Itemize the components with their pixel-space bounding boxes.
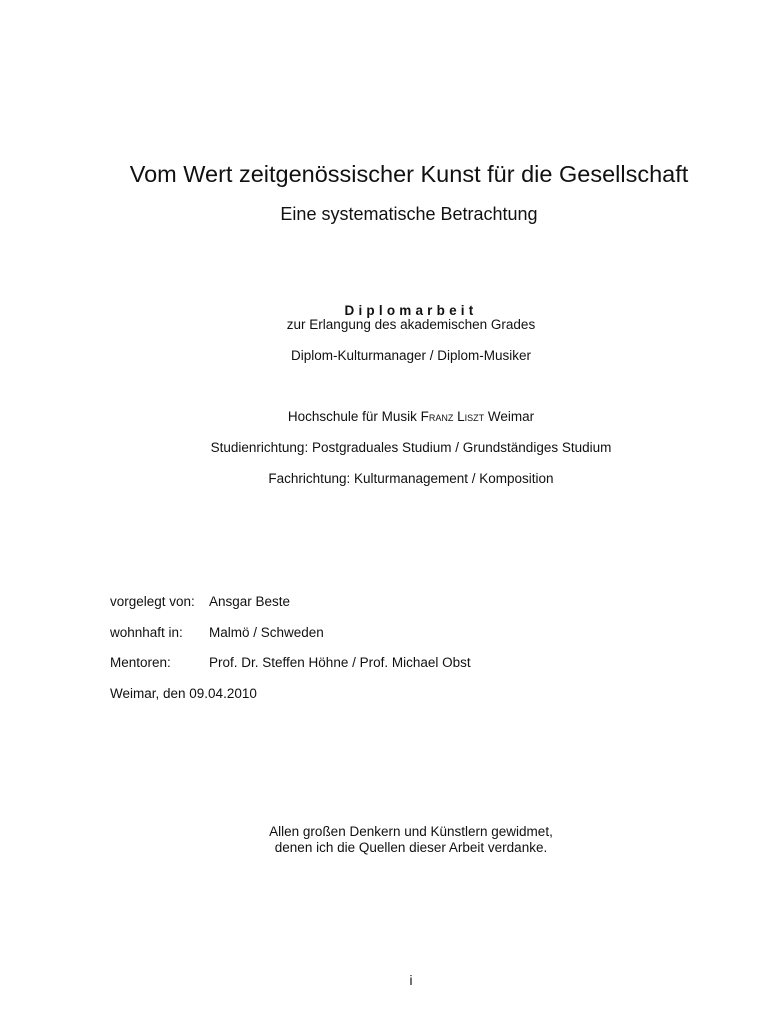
- dedication-line: Allen großen Denkern und Künstlern gewidmet,: [269, 824, 553, 839]
- degree-purpose: zur Erlangung des akademischen Grades: [286, 317, 536, 332]
- detail-value: Ansgar Beste: [209, 594, 291, 609]
- degree-name: Diplom-Kulturmanager / Diplom-Musiker: [290, 348, 532, 363]
- detail-row-mentors: [110, 654, 471, 672]
- dedication: [27, 824, 768, 856]
- thesis-title: Vom Wert zeitgenössischer Kunst für die Gesellschaft: [129, 161, 689, 187]
- thesis-subtitle: Eine systematische Betrachtung: [280, 204, 538, 224]
- dedication-line: denen ich die Quellen dieser Arbeit verdanke.: [274, 840, 548, 855]
- thesis-type: Diplomarbeit: [344, 303, 478, 318]
- detail-row-submitted-by: [110, 593, 290, 611]
- institution-suffix: Weimar: [484, 409, 535, 424]
- page-number: i: [409, 973, 413, 988]
- detail-row-residence: [110, 624, 324, 642]
- detail-label: Mentoren:: [110, 655, 171, 670]
- detail-label: wohnhaft in:: [110, 625, 183, 640]
- institution: [27, 408, 768, 426]
- detail-value: Malmö / Schweden: [209, 625, 324, 640]
- detail-label: vorgelegt von:: [110, 594, 195, 609]
- specialization: Fachrichtung: Kulturmanagement / Komposition: [268, 471, 554, 486]
- detail-value: Prof. Dr. Steffen Höhne / Prof. Michael Obst: [209, 655, 471, 670]
- place-date: Weimar, den 09.04.2010: [110, 686, 257, 701]
- institution-name: Franz Liszt: [420, 409, 485, 424]
- institution-prefix: Hochschule für Musik: [287, 409, 421, 424]
- study-direction: Studienrichtung: Postgraduales Studium / Grundständiges Studium: [210, 440, 612, 455]
